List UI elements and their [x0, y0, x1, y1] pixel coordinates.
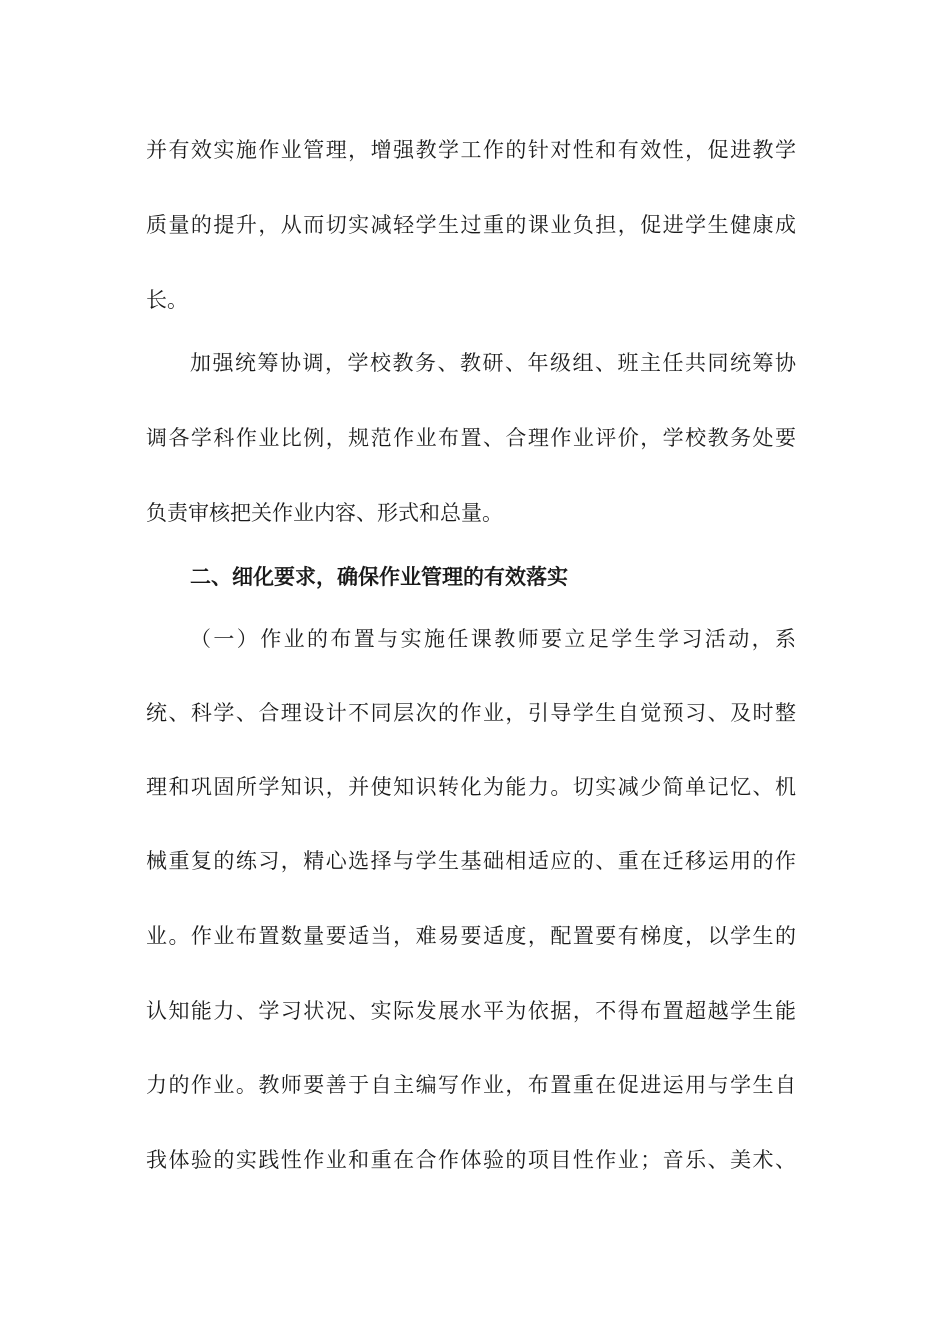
- paragraph-3-line-8: 我体验的实践性作业和重在合作体验的项目性作业；音乐、美术、: [146, 1148, 796, 1172]
- paragraph-3-line-7: 力的作业。教师要善于自主编写作业，布置重在促进运用与学生自: [146, 1073, 796, 1097]
- paragraph-2-line-1: 加强统筹协调，学校教务、教研、年级组、班主任共同统筹协: [190, 351, 796, 375]
- paragraph-3-line-4: 械重复的练习，精心选择与学生基础相适应的、重在迁移运用的作: [146, 849, 796, 873]
- paragraph-3-line-6: 认知能力、学习状况、实际发展水平为依据，不得布置超越学生能: [146, 999, 796, 1023]
- paragraph-1-line-1: 并有效实施作业管理，增强教学工作的针对性和有效性，促进教学: [146, 138, 796, 162]
- paragraph-2-line-2: 调各学科作业比例，规范作业布置、合理作业评价，学校教务处要: [146, 426, 796, 450]
- paragraph-3-line-5: 业。作业布置数量要适当，难易要适度，配置要有梯度，以学生的: [146, 924, 796, 948]
- paragraph-3-line-1: （一）作业的布置与实施任课教师要立足学生学习活动，系: [190, 627, 796, 651]
- section-heading: 二、细化要求，确保作业管理的有效落实: [190, 565, 568, 589]
- paragraph-3-line-3: 理和巩固所学知识，并使知识转化为能力。切实减少简单记忆、机: [146, 775, 796, 799]
- paragraph-3-line-2: 统、科学、合理设计不同层次的作业，引导学生自觉预习、及时整: [146, 701, 796, 725]
- paragraph-2-line-3: 负责审核把关作业内容、形式和总量。: [146, 501, 503, 525]
- paragraph-1-line-2: 质量的提升，从而切实减轻学生过重的课业负担，促进学生健康成: [146, 213, 796, 237]
- paragraph-1-line-3: 长。: [146, 288, 188, 312]
